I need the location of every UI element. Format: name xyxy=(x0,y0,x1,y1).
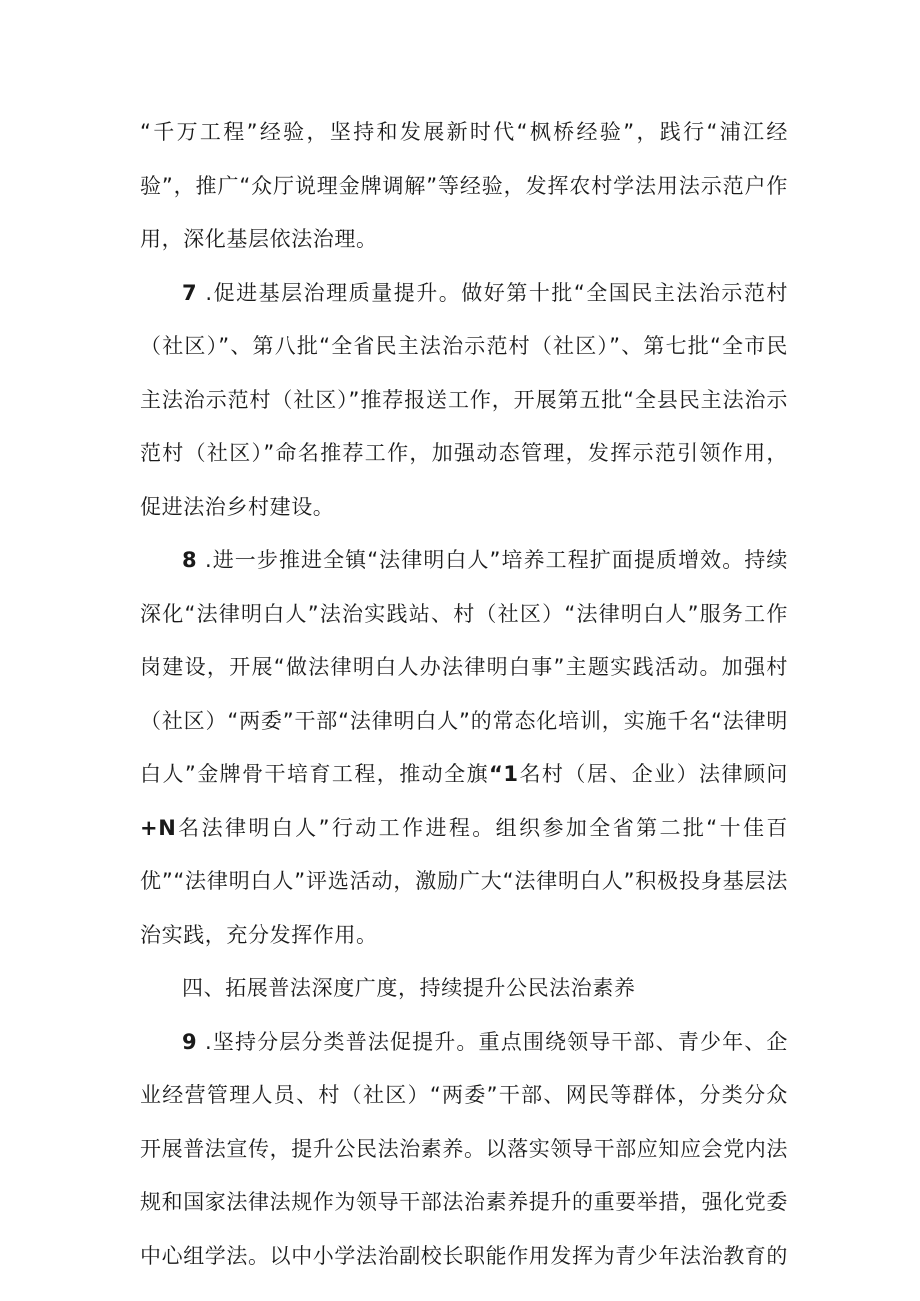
paragraph-text: .进一步推进全镇“法律明白人”培养工程扩面提质增效。持续深化“法律明白人”法治实践站、村（社区）“法律明白人”服务工作岗建设，开展“做法律明白人办法律明白事”主题实践活动。加强村（社区）“两委”干部“法律明白人”的常态化培训，实施千名“法律明白人”金牌骨干培育工程，推动全旗 xyxy=(140,548,788,786)
heading-text: 四、拓展普法深度广度，持续提升公民法治素养 xyxy=(182,976,636,1000)
paragraph-item-9 xyxy=(140,1016,788,1284)
paragraph-text: .坚持分层分类普法促提升。重点围绕领导干部、青少年、企业经营管理人员、村（社区）“两委”干部、网民等群体，分类分众开展普法宣传，提升公民法治素养。以落实领导干部应知应会党内法规和国家法律法规作为领导干部法治素养提升的重要举措，强化党委中心组学法。以中小学法治副校长职能作用发挥为青少年法治教育的 xyxy=(140,1029,788,1268)
paragraph-item-8 xyxy=(140,534,788,962)
paragraph-text: 名村（居、企业）法律顾问 xyxy=(518,762,788,786)
bold-text: +N xyxy=(140,815,177,840)
section-heading xyxy=(140,962,788,1016)
paragraph-text: 名法律明白人”行动工作进程。组织参加全省第二批“十佳百优”“法律明白人”评选活动，激励广大“法律明白人”积极投身基层法治实践，充分发挥作用。 xyxy=(140,815,788,947)
item-number: 9 xyxy=(182,1029,198,1054)
paragraph-item-7 xyxy=(140,267,788,535)
paragraph-text: .促进基层治理质量提升。做好第十批“全国民主法治示范村（社区）”、第八批“全省民主法治示范村（社区）”、第七批“全市民主法治示范村（社区）”推荐报送工作，开展第五批“全县民主法治示范村（社区）”命名推荐工作，加强动态管理，发挥示范引领作用，促进法治乡村建设。 xyxy=(140,280,788,519)
bold-text: “1 xyxy=(489,762,519,786)
paragraph-continued xyxy=(140,106,788,267)
document-body xyxy=(140,106,788,1283)
paragraph-text: “千万工程”经验，坚持和发展新时代“枫桥经验”，践行“浦江经验”，推广“众厅说理金牌调解”等经验，发挥农村学法用法示范户作用，深化基层依法治理。 xyxy=(140,120,788,251)
item-number: 8 xyxy=(182,548,198,572)
item-number: 7 xyxy=(182,280,198,305)
